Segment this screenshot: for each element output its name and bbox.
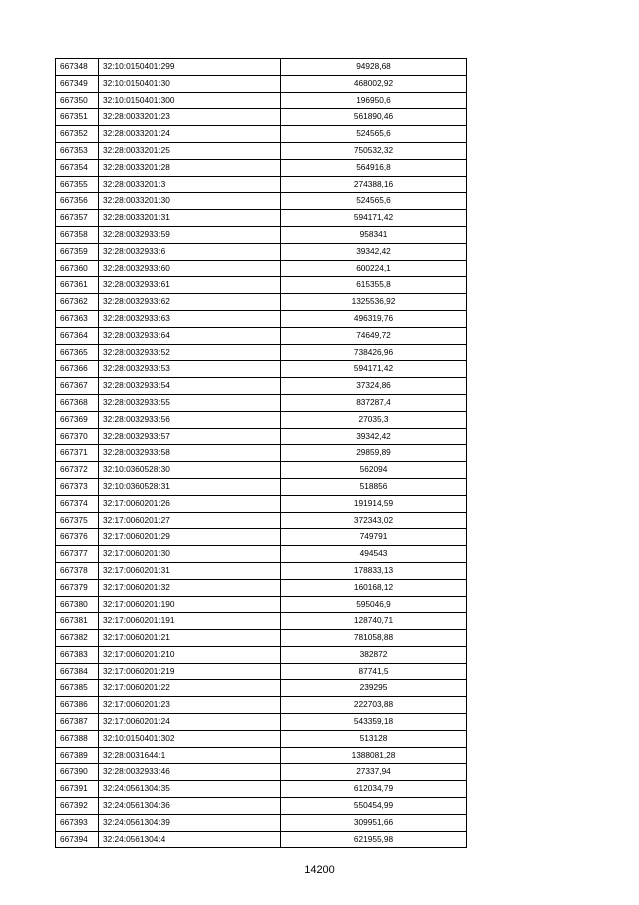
cadastral-number-cell: 32:17:0060201:23 xyxy=(99,697,281,714)
table-row xyxy=(56,109,467,126)
value-cell: 29859,89 xyxy=(281,445,467,462)
value-cell: 191914,59 xyxy=(281,495,467,512)
value-cell: 496319,76 xyxy=(281,310,467,327)
table-row xyxy=(56,193,467,210)
row-id-cell: 667381 xyxy=(56,613,99,630)
table-row xyxy=(56,714,467,731)
row-id-cell: 667371 xyxy=(56,445,99,462)
row-id-cell: 667377 xyxy=(56,546,99,563)
value-cell: 524565,6 xyxy=(281,126,467,143)
row-id-cell: 667388 xyxy=(56,730,99,747)
value-cell: 749791 xyxy=(281,529,467,546)
value-cell: 222703,88 xyxy=(281,697,467,714)
row-id-cell: 667392 xyxy=(56,798,99,815)
table-row xyxy=(56,59,467,76)
cadastral-number-cell: 32:17:0060201:27 xyxy=(99,512,281,529)
value-cell: 518856 xyxy=(281,478,467,495)
row-id-cell: 667351 xyxy=(56,109,99,126)
row-id-cell: 667384 xyxy=(56,663,99,680)
table-row xyxy=(56,781,467,798)
table-row xyxy=(56,798,467,815)
row-id-cell: 667373 xyxy=(56,478,99,495)
table-row xyxy=(56,512,467,529)
value-cell: 372343,02 xyxy=(281,512,467,529)
value-cell: 1325536,92 xyxy=(281,294,467,311)
cadastral-number-cell: 32:28:0033201:30 xyxy=(99,193,281,210)
table-row xyxy=(56,462,467,479)
table-row xyxy=(56,529,467,546)
value-cell: 595046,9 xyxy=(281,596,467,613)
table-row xyxy=(56,210,467,227)
value-cell: 87741,5 xyxy=(281,663,467,680)
row-id-cell: 667348 xyxy=(56,59,99,76)
cadastral-number-cell: 32:10:0360528:30 xyxy=(99,462,281,479)
row-id-cell: 667391 xyxy=(56,781,99,798)
value-cell: 564916,8 xyxy=(281,159,467,176)
row-id-cell: 667359 xyxy=(56,243,99,260)
cadastral-number-cell: 32:24:0561304:36 xyxy=(99,798,281,815)
value-cell: 594171,42 xyxy=(281,361,467,378)
row-id-cell: 667379 xyxy=(56,579,99,596)
cadastral-number-cell: 32:28:0032933:61 xyxy=(99,277,281,294)
table-row xyxy=(56,428,467,445)
row-id-cell: 667367 xyxy=(56,378,99,395)
table-row xyxy=(56,478,467,495)
table-row xyxy=(56,613,467,630)
cadastral-number-cell: 32:28:0032933:52 xyxy=(99,344,281,361)
row-id-cell: 667360 xyxy=(56,260,99,277)
cadastral-number-cell: 32:17:0060201:29 xyxy=(99,529,281,546)
table-row xyxy=(56,92,467,109)
table-row xyxy=(56,378,467,395)
cadastral-number-cell: 32:10:0150401:302 xyxy=(99,730,281,747)
row-id-cell: 667380 xyxy=(56,596,99,613)
value-cell: 74649,72 xyxy=(281,327,467,344)
row-id-cell: 667358 xyxy=(56,226,99,243)
table-row xyxy=(56,361,467,378)
cadastral-number-cell: 32:28:0031644:1 xyxy=(99,747,281,764)
table-row xyxy=(56,260,467,277)
cadastral-number-cell: 32:28:0032933:58 xyxy=(99,445,281,462)
row-id-cell: 667354 xyxy=(56,159,99,176)
cadastral-number-cell: 32:28:0032933:55 xyxy=(99,394,281,411)
cadastral-number-cell: 32:28:0032933:6 xyxy=(99,243,281,260)
table-row xyxy=(56,226,467,243)
row-id-cell: 667386 xyxy=(56,697,99,714)
row-id-cell: 667385 xyxy=(56,680,99,697)
table-row xyxy=(56,596,467,613)
table-row xyxy=(56,663,467,680)
table-row xyxy=(56,831,467,848)
cadastral-number-cell: 32:17:0060201:191 xyxy=(99,613,281,630)
cadastral-number-cell: 32:28:0033201:23 xyxy=(99,109,281,126)
cadastral-number-cell: 32:24:0561304:39 xyxy=(99,814,281,831)
table-row xyxy=(56,764,467,781)
cadastral-number-cell: 32:17:0060201:219 xyxy=(99,663,281,680)
cadastral-number-cell: 32:28:0032933:62 xyxy=(99,294,281,311)
row-id-cell: 667363 xyxy=(56,310,99,327)
table-row xyxy=(56,579,467,596)
table-row xyxy=(56,277,467,294)
cadastral-number-cell: 32:10:0360528:31 xyxy=(99,478,281,495)
row-id-cell: 667383 xyxy=(56,646,99,663)
table-row xyxy=(56,630,467,647)
row-id-cell: 667390 xyxy=(56,764,99,781)
table-row xyxy=(56,294,467,311)
row-id-cell: 667356 xyxy=(56,193,99,210)
table-row xyxy=(56,562,467,579)
table-row xyxy=(56,75,467,92)
value-cell: 543359,18 xyxy=(281,714,467,731)
row-id-cell: 667353 xyxy=(56,142,99,159)
row-id-cell: 667357 xyxy=(56,210,99,227)
cadastral-number-cell: 32:28:0032933:59 xyxy=(99,226,281,243)
value-cell: 750532,32 xyxy=(281,142,467,159)
table-row xyxy=(56,646,467,663)
row-id-cell: 667376 xyxy=(56,529,99,546)
value-cell: 160168,12 xyxy=(281,579,467,596)
cadastral-number-cell: 32:28:0032933:56 xyxy=(99,411,281,428)
cadastral-number-cell: 32:28:0033201:31 xyxy=(99,210,281,227)
value-cell: 309951,66 xyxy=(281,814,467,831)
value-cell: 550454,99 xyxy=(281,798,467,815)
table-row xyxy=(56,159,467,176)
value-cell: 27337,94 xyxy=(281,764,467,781)
value-cell: 738426,96 xyxy=(281,344,467,361)
value-cell: 239295 xyxy=(281,680,467,697)
table-row xyxy=(56,243,467,260)
cadastral-number-cell: 32:28:0032933:53 xyxy=(99,361,281,378)
cadastral-number-cell: 32:10:0150401:299 xyxy=(99,59,281,76)
value-cell: 382872 xyxy=(281,646,467,663)
table-row xyxy=(56,344,467,361)
cadastral-number-cell: 32:28:0033201:28 xyxy=(99,159,281,176)
cadastral-number-cell: 32:17:0060201:210 xyxy=(99,646,281,663)
table-row xyxy=(56,126,467,143)
page-number: 14200 xyxy=(304,864,335,876)
cadastral-number-cell: 32:28:0032933:57 xyxy=(99,428,281,445)
row-id-cell: 667378 xyxy=(56,562,99,579)
table-row xyxy=(56,697,467,714)
cadastral-number-cell: 32:28:0033201:25 xyxy=(99,142,281,159)
cadastral-number-cell: 32:28:0033201:24 xyxy=(99,126,281,143)
table-row xyxy=(56,495,467,512)
value-cell: 37324,86 xyxy=(281,378,467,395)
cadastral-number-cell: 32:28:0032933:46 xyxy=(99,764,281,781)
value-cell: 196950,6 xyxy=(281,92,467,109)
table-row xyxy=(56,327,467,344)
table-row xyxy=(56,680,467,697)
cadastral-number-cell: 32:17:0060201:31 xyxy=(99,562,281,579)
value-cell: 1388081,28 xyxy=(281,747,467,764)
value-cell: 600224,1 xyxy=(281,260,467,277)
value-cell: 494543 xyxy=(281,546,467,563)
cadastral-number-cell: 32:24:0561304:4 xyxy=(99,831,281,848)
value-cell: 39342,42 xyxy=(281,428,467,445)
row-id-cell: 667352 xyxy=(56,126,99,143)
row-id-cell: 667389 xyxy=(56,747,99,764)
cadastral-number-cell: 32:28:0032933:54 xyxy=(99,378,281,395)
cadastral-number-cell: 32:28:0032933:63 xyxy=(99,310,281,327)
row-id-cell: 667368 xyxy=(56,394,99,411)
value-cell: 27035,3 xyxy=(281,411,467,428)
cadastral-number-cell: 32:17:0060201:22 xyxy=(99,680,281,697)
value-cell: 39342,42 xyxy=(281,243,467,260)
value-cell: 468002,92 xyxy=(281,75,467,92)
value-cell: 524565,6 xyxy=(281,193,467,210)
value-cell: 837287,4 xyxy=(281,394,467,411)
row-id-cell: 667365 xyxy=(56,344,99,361)
data-table xyxy=(55,58,467,848)
table-row xyxy=(56,411,467,428)
row-id-cell: 667349 xyxy=(56,75,99,92)
cadastral-number-cell: 32:17:0060201:21 xyxy=(99,630,281,647)
row-id-cell: 667361 xyxy=(56,277,99,294)
table-row xyxy=(56,310,467,327)
cadastral-number-cell: 32:28:0032933:64 xyxy=(99,327,281,344)
row-id-cell: 667350 xyxy=(56,92,99,109)
table-row xyxy=(56,546,467,563)
row-id-cell: 667382 xyxy=(56,630,99,647)
value-cell: 621955,98 xyxy=(281,831,467,848)
row-id-cell: 667366 xyxy=(56,361,99,378)
cadastral-number-cell: 32:10:0150401:30 xyxy=(99,75,281,92)
cadastral-number-cell: 32:17:0060201:32 xyxy=(99,579,281,596)
cadastral-number-cell: 32:17:0060201:190 xyxy=(99,596,281,613)
cadastral-number-cell: 32:17:0060201:30 xyxy=(99,546,281,563)
cadastral-number-cell: 32:28:0033201:3 xyxy=(99,176,281,193)
row-id-cell: 667387 xyxy=(56,714,99,731)
value-cell: 94928,68 xyxy=(281,59,467,76)
table-body xyxy=(56,59,467,848)
cadastral-number-cell: 32:24:0561304:35 xyxy=(99,781,281,798)
table-row xyxy=(56,730,467,747)
row-id-cell: 667370 xyxy=(56,428,99,445)
table-row xyxy=(56,445,467,462)
row-id-cell: 667369 xyxy=(56,411,99,428)
value-cell: 178833,13 xyxy=(281,562,467,579)
table-row xyxy=(56,142,467,159)
value-cell: 513128 xyxy=(281,730,467,747)
row-id-cell: 667372 xyxy=(56,462,99,479)
table-row xyxy=(56,176,467,193)
row-id-cell: 667394 xyxy=(56,831,99,848)
cadastral-number-cell: 32:17:0060201:26 xyxy=(99,495,281,512)
cadastral-number-cell: 32:17:0060201:24 xyxy=(99,714,281,731)
row-id-cell: 667374 xyxy=(56,495,99,512)
row-id-cell: 667375 xyxy=(56,512,99,529)
cadastral-number-cell: 32:10:0150401:300 xyxy=(99,92,281,109)
value-cell: 781058,88 xyxy=(281,630,467,647)
row-id-cell: 667364 xyxy=(56,327,99,344)
value-cell: 594171,42 xyxy=(281,210,467,227)
value-cell: 958341 xyxy=(281,226,467,243)
value-cell: 128740,71 xyxy=(281,613,467,630)
value-cell: 561890,46 xyxy=(281,109,467,126)
table-row xyxy=(56,814,467,831)
cadastral-number-cell: 32:28:0032933:60 xyxy=(99,260,281,277)
row-id-cell: 667362 xyxy=(56,294,99,311)
value-cell: 615355,8 xyxy=(281,277,467,294)
value-cell: 274388,16 xyxy=(281,176,467,193)
row-id-cell: 667355 xyxy=(56,176,99,193)
value-cell: 562094 xyxy=(281,462,467,479)
table-row xyxy=(56,747,467,764)
value-cell: 612034,79 xyxy=(281,781,467,798)
row-id-cell: 667393 xyxy=(56,814,99,831)
table-row xyxy=(56,394,467,411)
